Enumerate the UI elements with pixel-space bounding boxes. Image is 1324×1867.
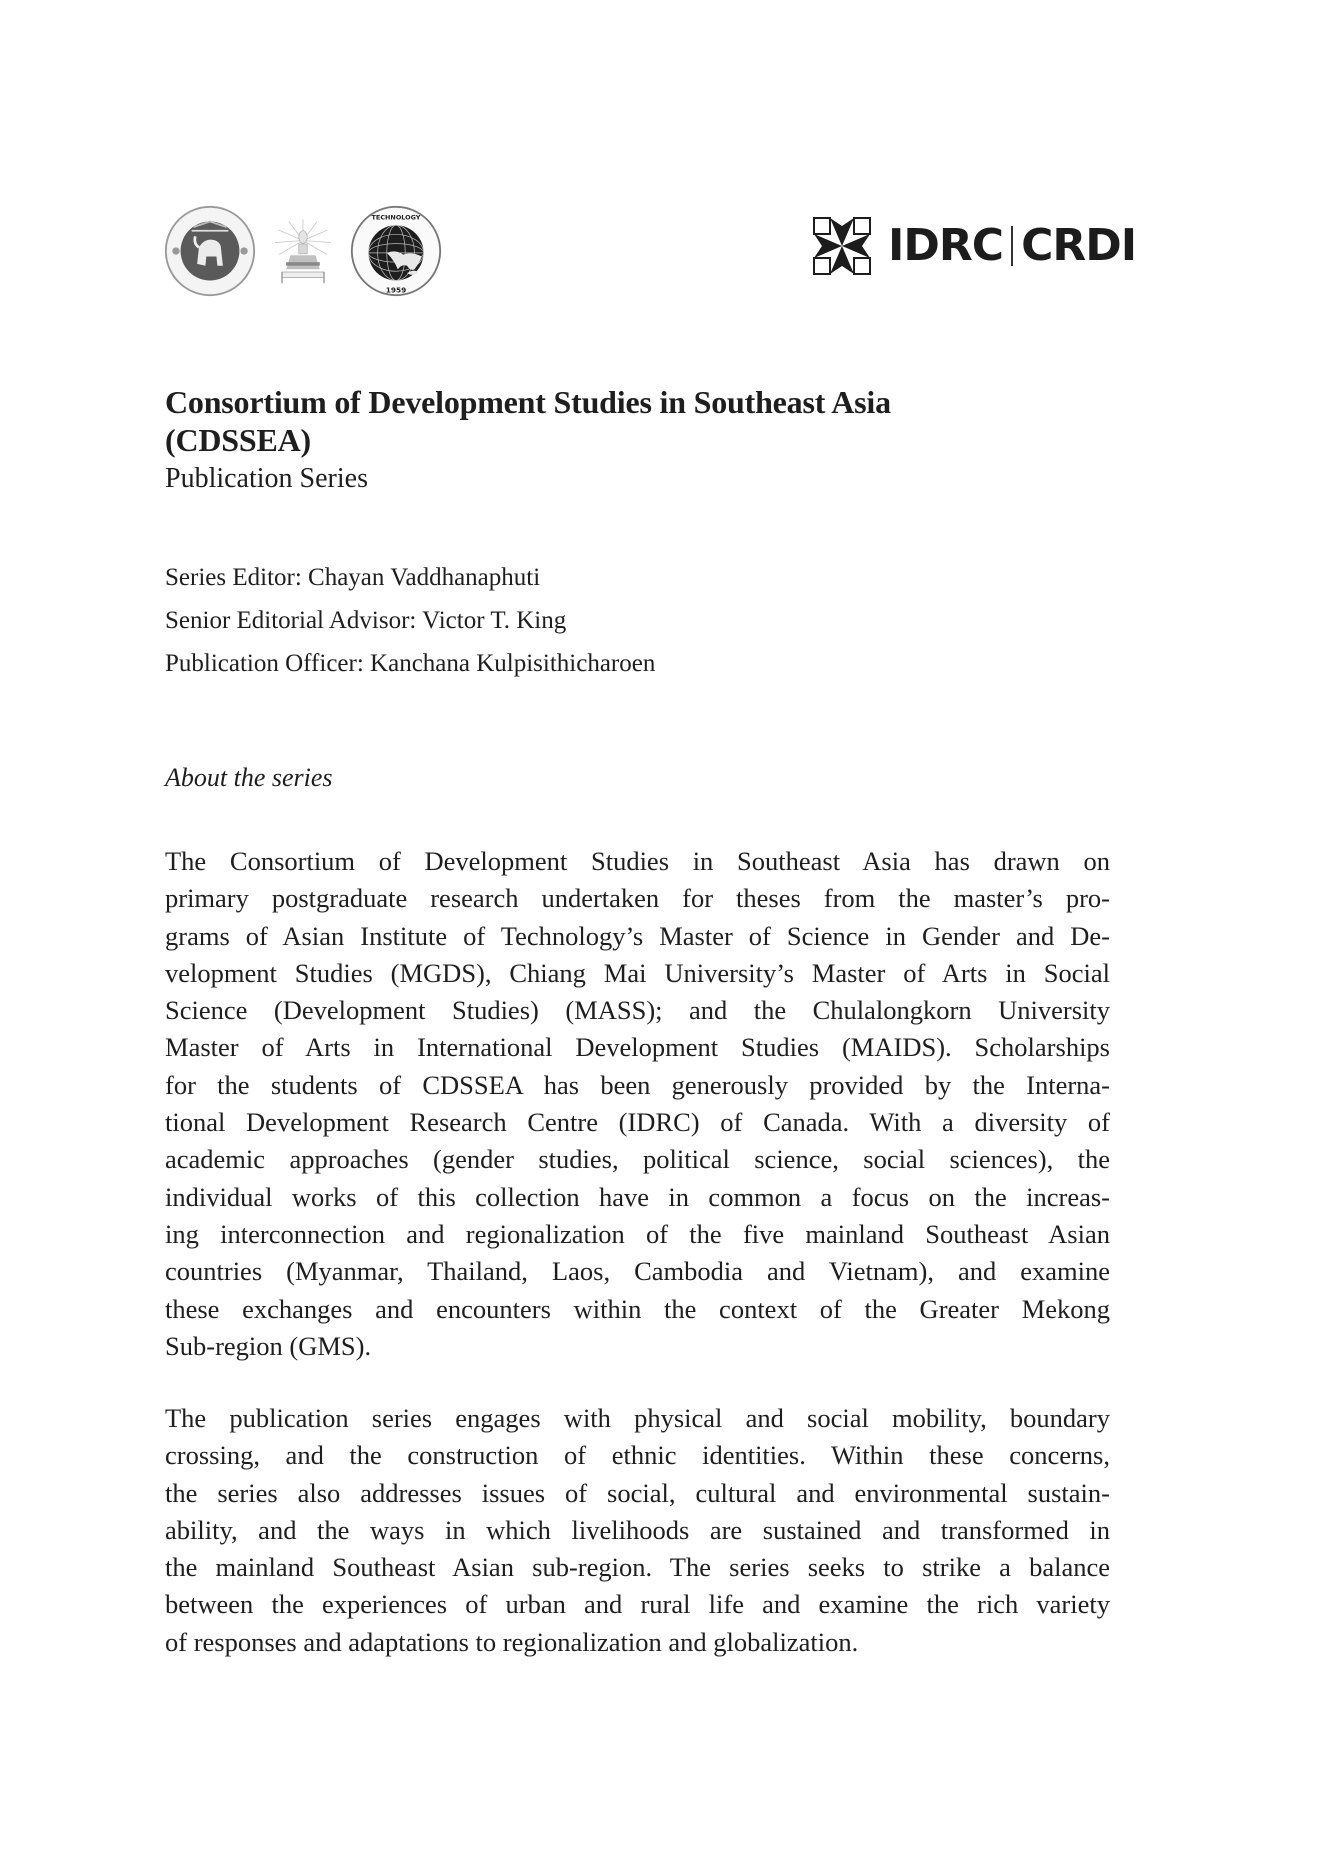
partner-logos: [164, 205, 442, 297]
paragraph-line: Master of Arts in International Development Studies (MAIDS). Scholarships: [165, 1032, 1110, 1063]
paragraph-1: [165, 843, 1110, 1365]
paragraph-line: academic approaches (gender studies, political science, social sciences), the: [165, 1144, 1110, 1175]
idrc-wordmark: [888, 220, 1137, 271]
ait-seal-icon: [350, 205, 442, 297]
paragraph-line: crossing, and the construction of ethnic identities. Within these concerns,: [165, 1440, 1110, 1471]
paragraph-line: The publication series engages with physical and social mobility, boundary: [165, 1403, 1110, 1433]
paragraph-line: ing interconnection and regionalization of the five mainland Southeast Asian: [165, 1218, 1110, 1249]
series-subtitle: Publication Series: [165, 463, 368, 494]
paragraph-line: Sub-region (GMS).: [165, 1330, 372, 1361]
paragraph-line: between the experiences of urban and rural life and examine the rich variety: [165, 1589, 1110, 1620]
logo-divider: [1011, 226, 1013, 266]
paragraph-line: these exchanges and encounters within the context of the Greater Mekong: [165, 1293, 1110, 1324]
paragraph-line: velopment Studies (MGDS), Chiang Mai University’s Master of Arts in Social: [165, 957, 1110, 988]
paragraph-line: countries (Myanmar, Thailand, Laos, Cambodia and Vietnam), and examine: [165, 1256, 1110, 1287]
paragraph-line: grams of Asian Institute of Technology’s Master of Science in Gender and De-: [165, 920, 1110, 951]
title-block: [165, 383, 1125, 499]
paragraph-2: [165, 1400, 1110, 1661]
series-editor: Series Editor: Chayan Vaddhanaphuti: [165, 564, 541, 591]
svg-text:1959: 1959: [385, 285, 407, 295]
chulalongkorn-university-emblem-icon: [268, 205, 338, 297]
idrc-star-icon: [812, 216, 872, 276]
paragraph-line: primary postgraduate research undertaken for theses from the master’s pro-: [165, 883, 1110, 914]
publication-officer: Publication Officer: Kanchana Kulpisithicharoen: [165, 650, 656, 677]
paragraph-line: the series also addresses issues of social, cultural and environmental sustain-: [165, 1477, 1110, 1508]
paragraph-line: of responses and adaptations to regionalization and globalization.: [165, 1626, 859, 1657]
crdi-label: CRDI: [1021, 220, 1137, 271]
paragraph-line: ability, and the ways in which livelihoods are sustained and transformed in: [165, 1514, 1110, 1545]
about-heading: About the series: [165, 763, 333, 792]
paragraph-line: individual works of this collection have in common a focus on the increas-: [165, 1181, 1110, 1212]
senior-editorial-advisor: Senior Editorial Advisor: Victor T. King: [165, 607, 567, 634]
chiang-mai-university-seal-icon: [164, 205, 256, 297]
credits-list: [165, 556, 655, 685]
paragraph-line: the mainland Southeast Asian sub-region. The series seeks to strike a balance: [165, 1552, 1110, 1583]
idrc-label: IDRC: [888, 220, 1004, 271]
series-title: [165, 383, 1125, 459]
paragraph-line: tional Development Research Centre (IDRC) of Canada. With a diversity of: [165, 1107, 1110, 1138]
svg-text:TECHNOLOGY: TECHNOLOGY: [371, 213, 421, 222]
idrc-crdi-logo: [812, 216, 1136, 276]
paragraph-line: The Consortium of Development Studies in Southeast Asia has drawn on: [165, 846, 1110, 876]
paragraph-line: Science (Development Studies) (MASS); and the Chulalongkorn University: [165, 995, 1110, 1026]
series-title-line-1: Consortium of Development Studies in Southeast Asia: [165, 384, 891, 420]
series-title-line-2: (CDSSEA): [165, 422, 311, 458]
paragraph-line: for the students of CDSSEA has been generously provided by the Interna-: [165, 1069, 1110, 1100]
